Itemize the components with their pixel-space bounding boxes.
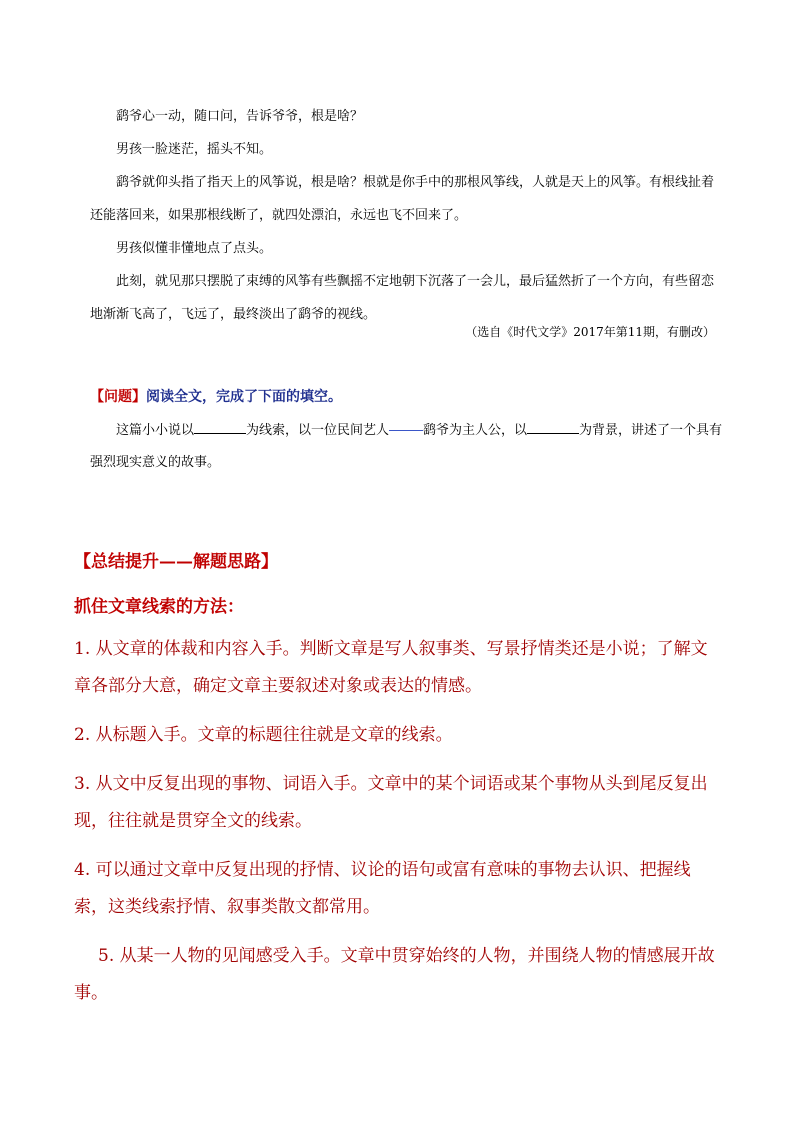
method-title: 抓住文章线索的方法：: [74, 597, 244, 617]
summary-title: 【总结提升——解题思路】: [74, 552, 278, 572]
answer-blank-clue[interactable]: [194, 419, 246, 434]
question-text-2: 为线索，以一位民间艺人: [246, 423, 390, 438]
source-citation: （选自《时代文学》2017年第11期，有删改）: [465, 325, 715, 339]
story-paragraph: 男孩似懂非懂地点了点头。: [116, 241, 273, 256]
story-paragraph: 此刻，就见那只摆脱了束缚的风筝有些飘摇不定地朝下沉落了一会儿，最后猛然折了一个方向，有些留恋地渐渐飞高了，飞远了，最终淡出了鹞爷的视线。: [90, 274, 715, 322]
method-item: 5. 从某一人物的见闻感受入手。文章中贯穿始终的人物，并围绕人物的情感展开故事。: [74, 946, 715, 1003]
story-excerpt: [90, 100, 725, 331]
story-paragraph: 男孩一脸迷茫，摇头不知。: [116, 142, 273, 157]
dash-line: [389, 430, 423, 431]
method-item: 4. 可以通过文章中反复出现的抒情、议论的语句或富有意味的事物去认识、把握线索，这类线索抒情、叙事类散文都常用。: [74, 860, 691, 917]
question-tag: 【问题】: [90, 389, 146, 405]
question-heading: [90, 385, 342, 409]
story-paragraph: 鹞爷心一动，随口问，告诉爷爷，根是啥？: [116, 109, 364, 124]
method-item: 2. 从标题入手。文章的标题往往就是文章的线索。: [74, 725, 453, 745]
fill-in-question: [90, 415, 730, 479]
question-prompt: 阅读全文，完成了下面的填空。: [146, 389, 342, 405]
question-sentence: [90, 415, 730, 479]
question-text-1: 这篇小小说以: [116, 423, 195, 438]
method-item: 1. 从文章的体裁和内容入手。判断文章是写人叙事类、写景抒情类还是小说；了解文章各部分大意，确定文章主要叙述对象或表达的情感。: [74, 639, 708, 696]
answer-blank-background[interactable]: [527, 419, 579, 434]
method-list: [74, 631, 724, 1024]
question-text-3: 鹞爷为主人公，以: [423, 423, 528, 438]
question-text-4: 为背景，讲述了一个具有强烈现实意义的故事。: [90, 423, 723, 470]
method-item: 3. 从文中反复出现的事物、词语入手。文章中的某个词语或某个事物从头到尾反复出现，往往就是贯穿全文的线索。: [74, 774, 708, 831]
story-paragraph: 鹞爷就仰头指了指天上的风筝说，根是啥？根就是你手中的那根风筝线，人就是天上的风筝。有根线扯着还能落回来，如果那根线断了，就四处漂泊，永远也飞不回来了。: [90, 175, 715, 223]
